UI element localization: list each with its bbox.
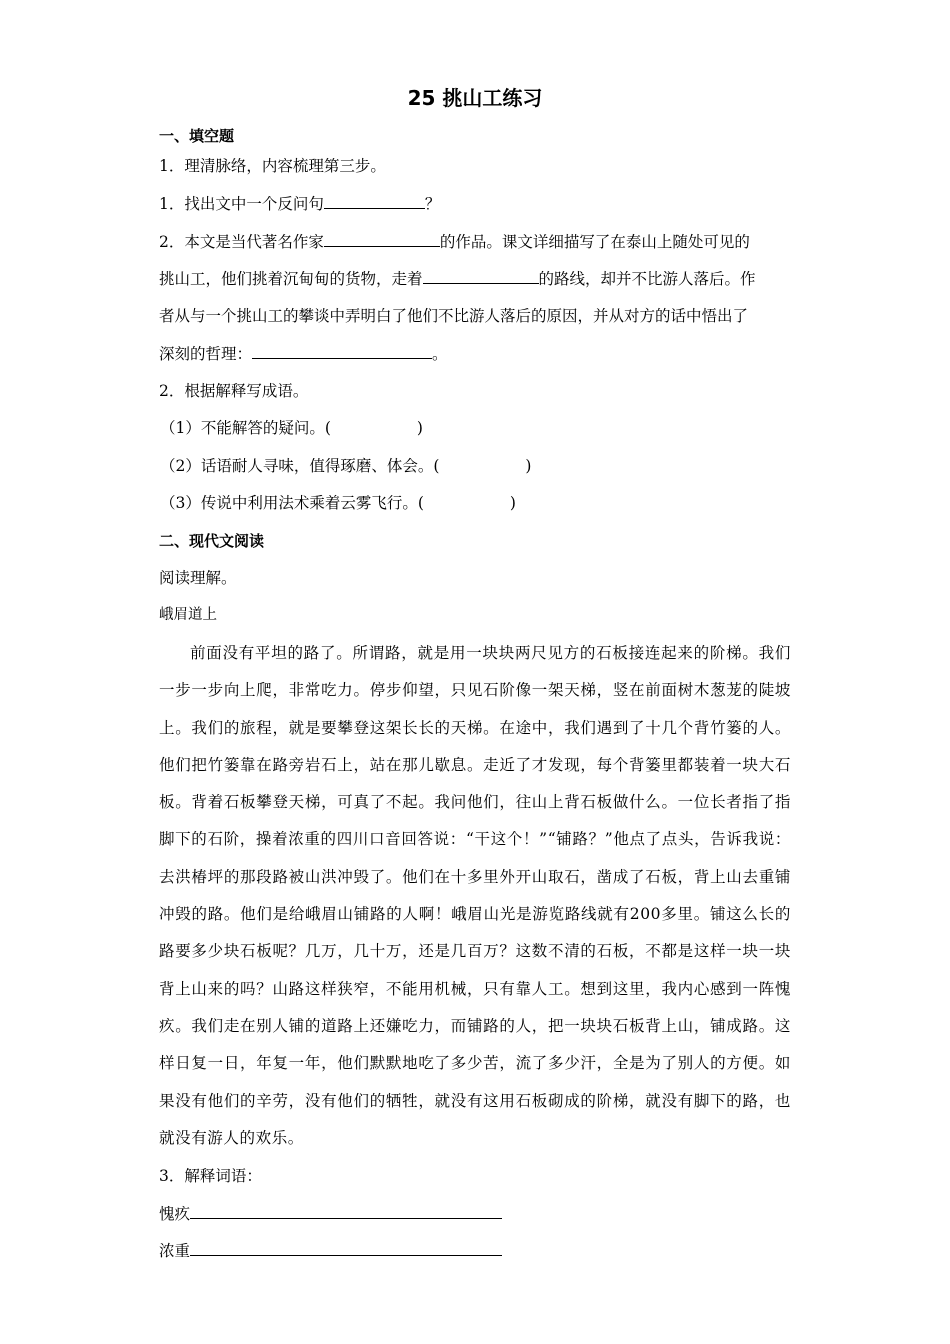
question-1b-line-3: 者从与一个挑山工的攀谈中弄明白了他们不比游人落后的原因，并从对方的话中悟出了 [159,307,749,325]
idiom-item-1-close: ) [416,419,423,437]
vocab-answer-blank-1[interactable] [190,1201,502,1219]
question-1-intro: 1．理清脉络，内容梳理第三步。 [159,157,386,175]
reading-passage: 前面没有平坦的路了。所谓路，就是用一块块两尺见方的石板接连起来的阶梯。我们一步一步向上爬，非常吃力。停步仰望，只见石阶像一架天梯，竖在前面树木葱茏的陡坡上。我们的旅程，就是要攀登这架长长的天梯。在途中，我们遇到了十几个背竹篓的人。他们把竹篓靠在路旁岩石上，站在那儿歇息。走近了才发现，每个背篓里都装着一块大石板。背着石板攀登天梯，可真了不起。我问他们，往山上背石板做什么。一位长者指了指脚下的石阶，操着浓重的四川口音回答说：“干这个！”“铺路？”他点了点头，告诉我说：去洪椿坪的那段路被山洪冲毁了。他们在十多里外开山取石，凿成了石板，背上山去重铺冲毁的路。他们是给峨眉山铺路的人啊！峨眉山光是游览路线就有200多里。铺这么长的路要多少块石板呢？几万，几十万，还是几百万？这数不清的石板，不都是这样一块一块背上山来的吗？山路这样狭窄，不能用机械，只有靠人工。想到这里，我内心感到一阵愧疚。我们走在别人铺的道路上还嫌吃力，而铺路的人，把一块块石板背上山，铺成路。这样日复一日，年复一年，他们默默地吃了多少苦，流了多少汗，全是为了别人的方便。如果没有他们的辛劳，没有他们的牺牲，就没有这用石板砌成的阶梯，就没有脚下的路，也就没有游人的欢乐。 [159,644,791,1147]
reading-intro: 阅读理解。 [159,569,237,587]
idiom-item-2-close: ) [525,457,532,475]
question-3-intro: 3．解释词语： [159,1167,262,1185]
question-1b-line2-text: 挑山工，他们挑着沉甸甸的货物，走着 [159,270,423,288]
passage-title: 峨眉道上 [159,607,217,623]
question-1b-line4-suffix: 。 [432,345,448,363]
answer-blank-route[interactable] [423,266,539,284]
vocab-answer-blank-2[interactable] [190,1238,502,1256]
idiom-item-1 [160,416,423,440]
idiom-item-3-close: ) [509,494,516,512]
vocab-item-1 [159,1201,502,1226]
idiom-item-3-text: （3）传说中利用法术乘着云雾飞行。( [160,494,424,512]
idiom-item-1-text: （1）不能解答的疑问。( [160,419,331,437]
section-heading-reading: 二、现代文阅读 [159,532,265,550]
question-2-intro: 2．根据解释写成语。 [159,382,309,400]
question-1b-text: 2．本文是当代著名作家 [159,233,324,251]
vocab-word-1: 愧疚 [159,1205,191,1223]
question-1b-line-1 [159,229,750,254]
question-1b-text-cont: 的作品。课文详细描写了在泰山上随处可见的 [439,233,750,251]
answer-blank-philosophy[interactable] [252,341,432,359]
question-1a [159,191,440,216]
vocab-item-2 [159,1238,502,1263]
question-1a-suffix: ？ [424,195,441,213]
idiom-item-2-text: （2）话语耐人寻味，值得琢磨、体会。( [160,457,440,475]
idiom-item-2 [160,454,531,478]
answer-blank-author[interactable] [324,229,440,247]
question-1b-line-2 [159,266,756,291]
question-1b-line2-suffix: 的路线，却并不比游人落后。作 [538,270,756,288]
question-1a-text: 1．找出文中一个反问句 [159,195,324,213]
idiom-item-3 [160,491,516,515]
answer-blank-rhetorical-question[interactable] [324,191,425,209]
section-heading-fill-blanks: 一、填空题 [159,127,235,145]
page-title: 25 挑山工练习 [407,86,543,110]
question-1b-line-4 [159,341,448,366]
vocab-word-2: 浓重 [159,1242,191,1260]
question-1b-line4-text: 深刻的哲理： [159,345,253,363]
